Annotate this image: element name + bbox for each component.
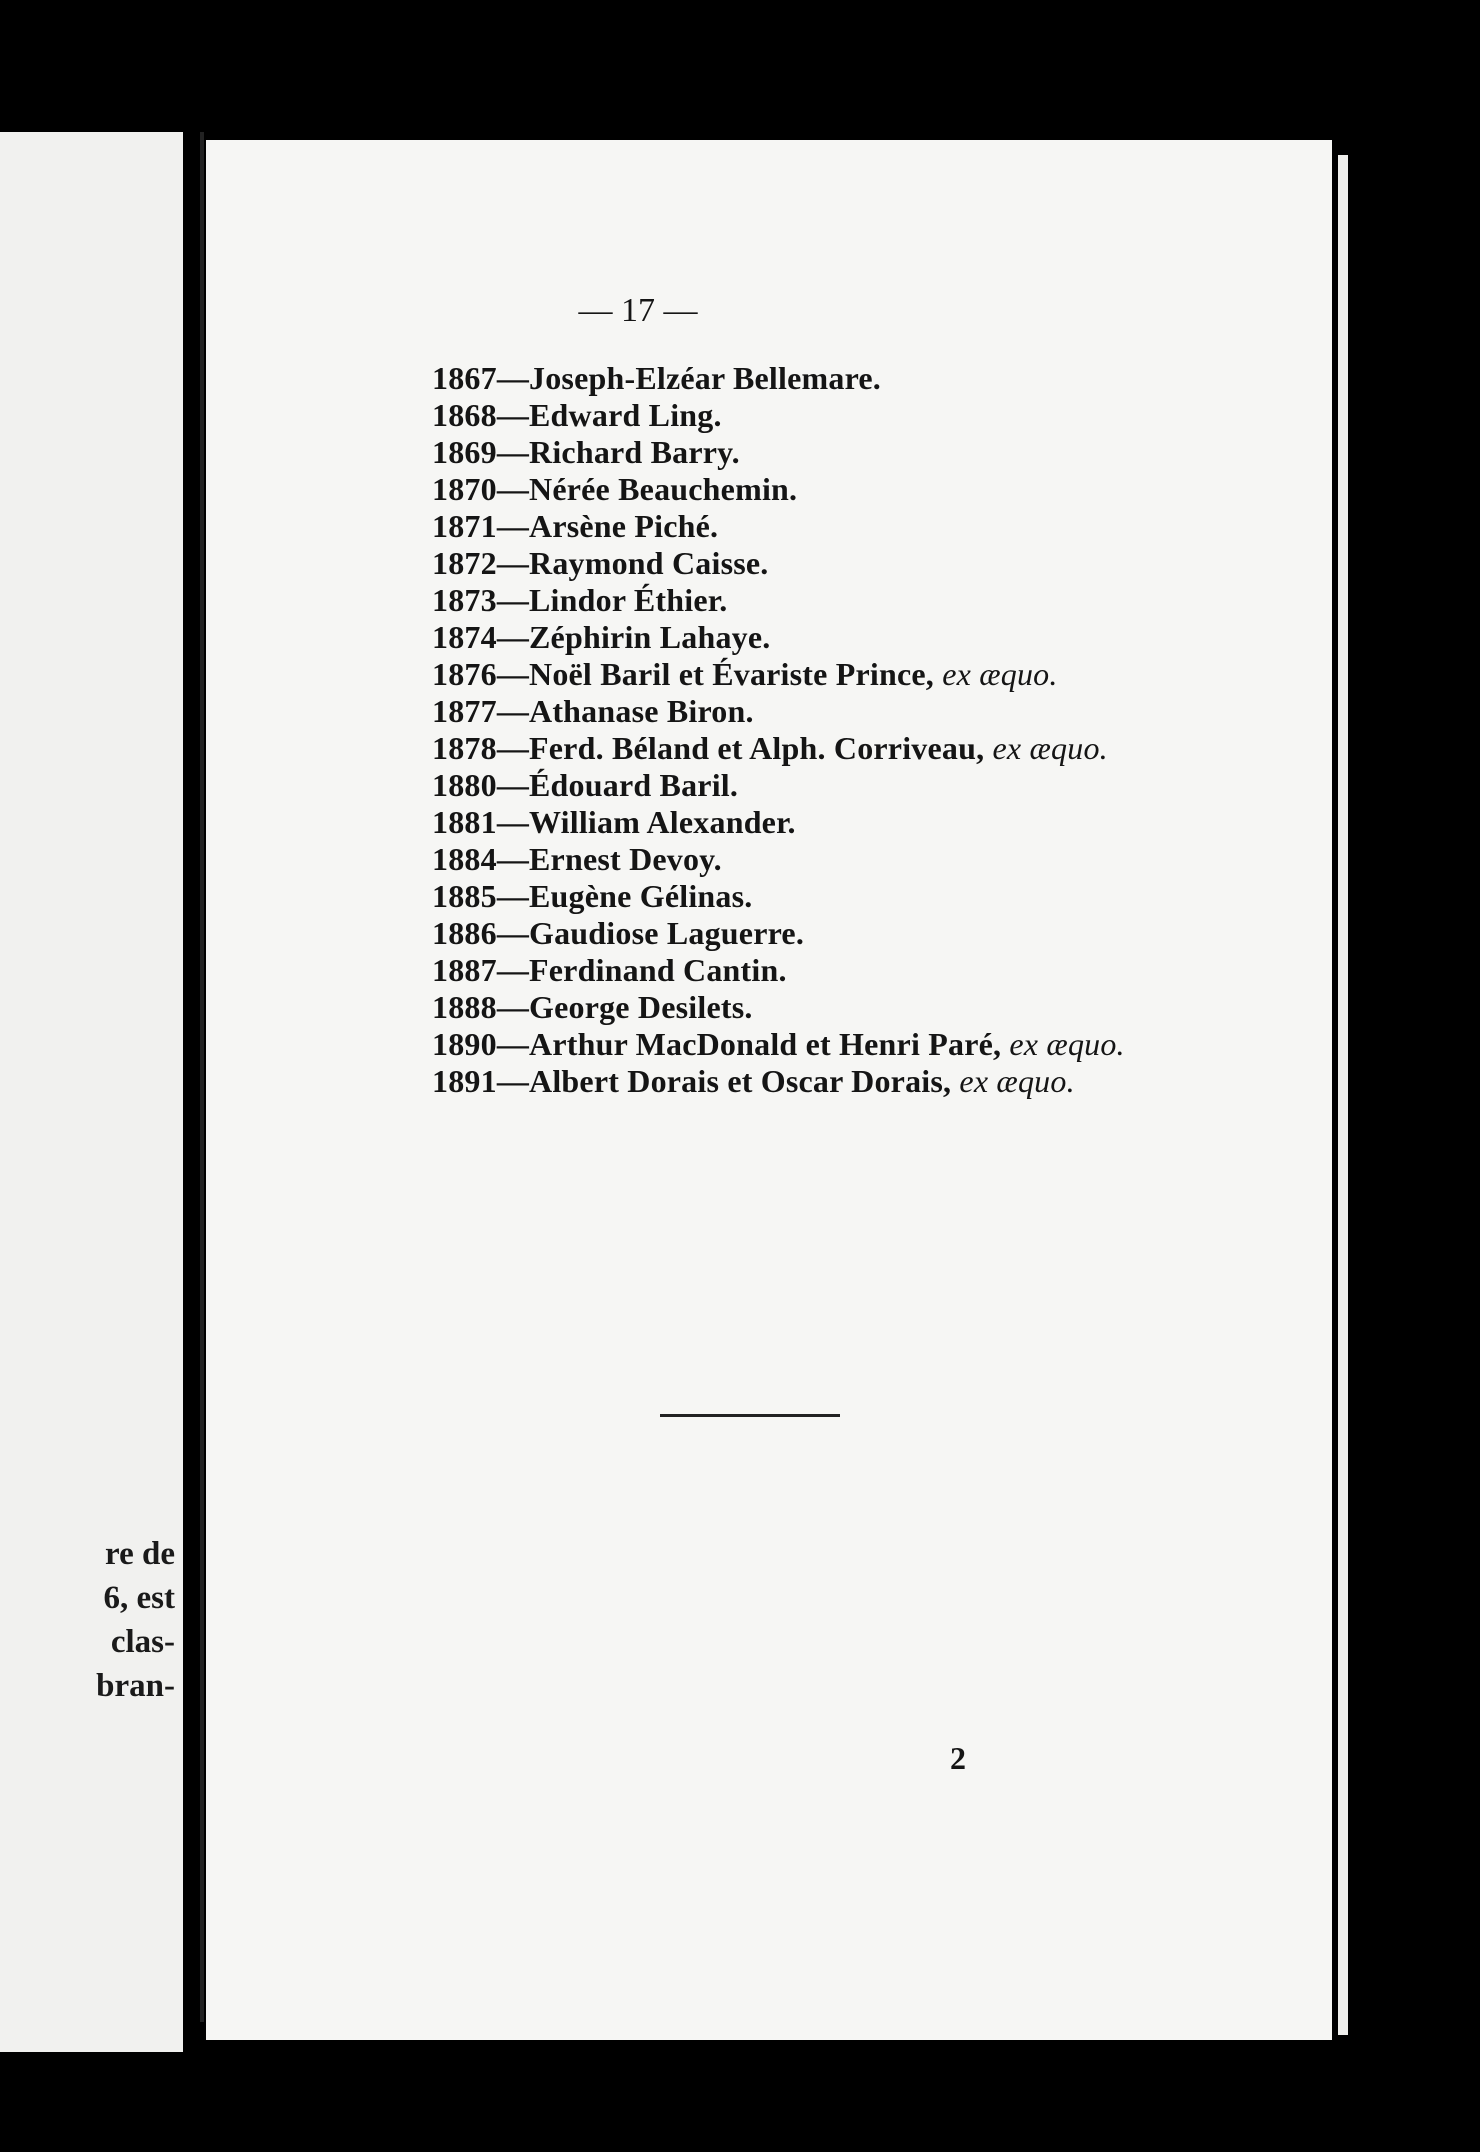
list-item: 1885—Eugène Gélinas. (432, 878, 753, 914)
entry-name: Gaudiose Laguerre. (529, 915, 805, 951)
entry-year: 1886 (432, 915, 497, 951)
entry-name: George Desilets. (529, 989, 753, 1025)
page-edge (1338, 155, 1348, 2035)
left-fragment: 6, est (103, 1580, 175, 1616)
left-fragment: re de (105, 1536, 175, 1572)
entry-year: 1885 (432, 878, 497, 914)
entry-name: Noël Baril et Évariste Prince, (529, 656, 934, 692)
entry-name: Athanase Biron. (529, 693, 754, 729)
entry-name: Ferd. Béland et Alph. Corriveau, (529, 730, 985, 766)
entry-year: 1877 (432, 693, 497, 729)
list-item: 1887—Ferdinand Cantin. (432, 952, 787, 988)
entry-name: Albert Dorais et Oscar Dorais, (529, 1063, 952, 1099)
entry-year: 1874 (432, 619, 497, 655)
entry-year: 1868 (432, 397, 497, 433)
list-item: 1886—Gaudiose Laguerre. (432, 915, 805, 951)
entry-year: 1878 (432, 730, 497, 766)
list-item: 1881—William Alexander. (432, 804, 796, 840)
entry-name: Eugène Gélinas. (529, 878, 753, 914)
list-item: 1874—Zéphirin Lahaye. (432, 619, 771, 655)
list-item: 1884—Ernest Devoy. (432, 841, 722, 877)
entry-year: 1880 (432, 767, 497, 803)
separator-rule (660, 1414, 840, 1417)
entry-name: William Alexander. (529, 804, 796, 840)
list-item: 1891—Albert Dorais et Oscar Dorais, ex æquo. (432, 1063, 1075, 1099)
entry-name: Richard Barry. (529, 434, 740, 470)
entry-year: 1876 (432, 656, 497, 692)
entry-name: Lindor Éthier. (529, 582, 728, 618)
entry-year: 1870 (432, 471, 497, 507)
entry-name: Nérée Beauchemin. (529, 471, 798, 507)
left-page (0, 132, 183, 2052)
book-gutter (200, 132, 204, 2022)
entry-year: 1869 (432, 434, 497, 470)
entry-year: 1887 (432, 952, 497, 988)
list-item: 1890—Arthur MacDonald et Henri Paré, ex æquo. (432, 1026, 1125, 1062)
entry-year: 1872 (432, 545, 497, 581)
list-item: 1867—Joseph-Elzéar Bellemare. (432, 360, 882, 396)
entry-note: ex æquo. (959, 1063, 1075, 1099)
entry-name: Raymond Caisse. (529, 545, 769, 581)
entry-name: Ferdinand Cantin. (529, 952, 787, 988)
entry-year: 1891 (432, 1063, 497, 1099)
entry-year: 1888 (432, 989, 497, 1025)
list-item: 1869—Richard Barry. (432, 434, 740, 470)
entry-name: Zéphirin Lahaye. (529, 619, 771, 655)
entry-note: ex æquo. (942, 656, 1058, 692)
left-page-text-fragments (25, 1532, 175, 1708)
entry-year: 1867 (432, 360, 497, 396)
list-item: 1872—Raymond Caisse. (432, 545, 769, 581)
laureate-list (432, 360, 1292, 1100)
entry-name: Ernest Devoy. (529, 841, 722, 877)
entry-year: 1871 (432, 508, 497, 544)
entry-year: 1884 (432, 841, 497, 877)
list-item: 1877—Athanase Biron. (432, 693, 754, 729)
signature-mark: 2 (950, 1740, 966, 1776)
entry-name: Arthur MacDonald et Henri Paré, (529, 1026, 1002, 1062)
list-item: 1873—Lindor Éthier. (432, 582, 728, 618)
entry-year: 1873 (432, 582, 497, 618)
entry-note: ex æquo. (1009, 1026, 1125, 1062)
list-item: 1868—Edward Ling. (432, 397, 722, 433)
list-item: 1880—Édouard Baril. (432, 767, 739, 803)
list-item: 1878—Ferd. Béland et Alph. Corriveau, ex æquo. (432, 730, 1108, 766)
list-item: 1871—Arsène Piché. (432, 508, 719, 544)
list-item: 1888—George Desilets. (432, 989, 753, 1025)
entry-year: 1890 (432, 1026, 497, 1062)
entry-year: 1881 (432, 804, 497, 840)
entry-name: Édouard Baril. (529, 767, 739, 803)
left-fragment: clas- (110, 1624, 175, 1660)
list-item: 1870—Nérée Beauchemin. (432, 471, 798, 507)
entry-name: Edward Ling. (529, 397, 722, 433)
entry-name: Joseph-Elzéar Bellemare. (529, 360, 882, 396)
left-fragment: bran- (96, 1668, 175, 1704)
entry-note: ex æquo. (992, 730, 1108, 766)
entry-name: Arsène Piché. (529, 508, 719, 544)
list-item: 1876—Noël Baril et Évariste Prince, ex æquo. (432, 656, 1058, 692)
page-number: — 17 — (578, 292, 698, 329)
